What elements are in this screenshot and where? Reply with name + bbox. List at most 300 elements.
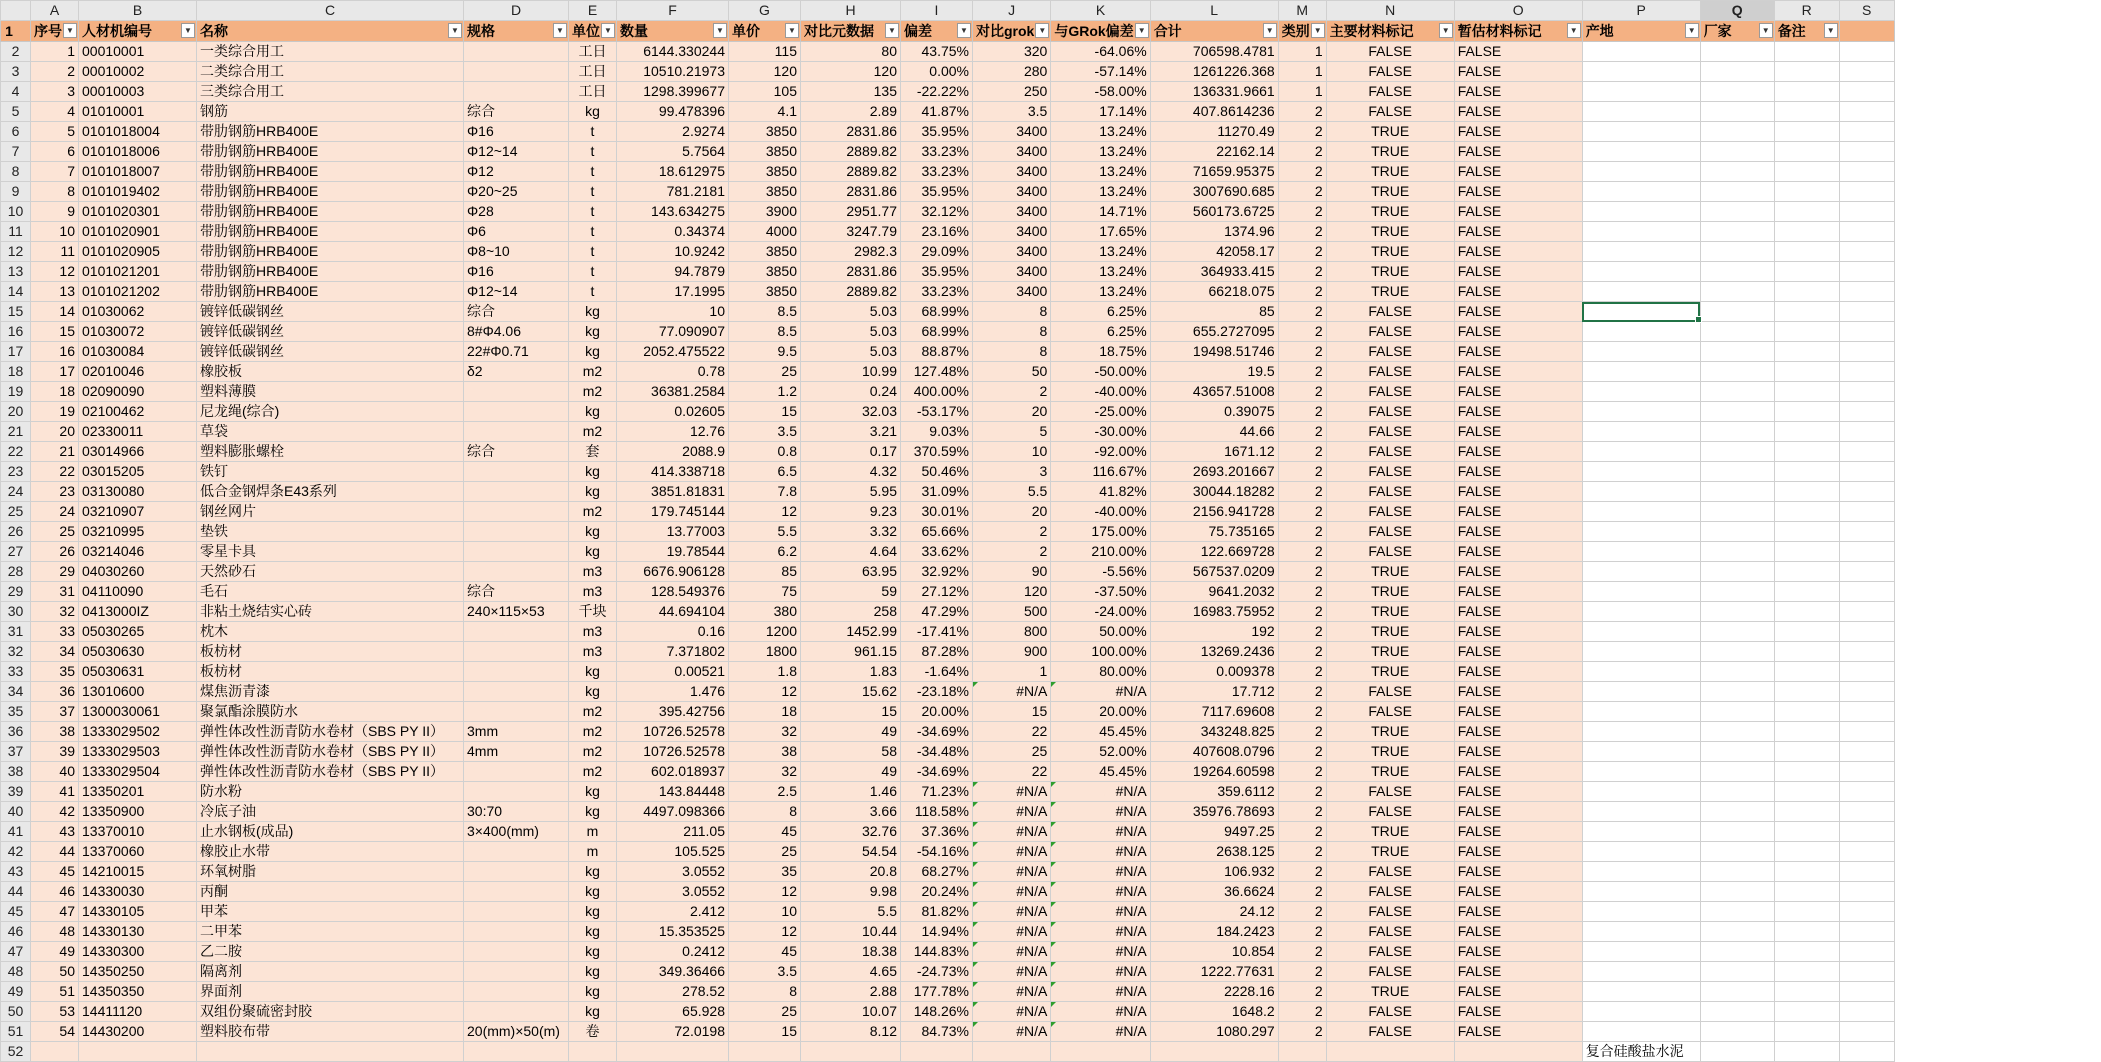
table-cell[interactable]: FALSE bbox=[1326, 782, 1454, 802]
table-cell[interactable]: 1374.96 bbox=[1150, 222, 1278, 242]
table-cell[interactable]: 毛石 bbox=[197, 582, 464, 602]
table-cell[interactable] bbox=[1774, 982, 1839, 1002]
table-cell[interactable]: 127.48% bbox=[901, 362, 973, 382]
table-cell[interactable] bbox=[1839, 562, 1894, 582]
table-cell[interactable]: 1 bbox=[31, 42, 79, 62]
table-cell[interactable]: -57.14% bbox=[1051, 62, 1150, 82]
table-cell[interactable]: 359.6112 bbox=[1150, 782, 1278, 802]
row-header-24[interactable]: 24 bbox=[1, 482, 31, 502]
table-cell[interactable]: m2 bbox=[569, 382, 617, 402]
table-cell[interactable]: FALSE bbox=[1454, 182, 1582, 202]
table-cell[interactable]: t bbox=[569, 242, 617, 262]
table-cell[interactable]: FALSE bbox=[1454, 902, 1582, 922]
table-cell[interactable]: 03210995 bbox=[79, 522, 197, 542]
table-cell[interactable]: 9 bbox=[31, 202, 79, 222]
table-cell[interactable]: -25.00% bbox=[1051, 402, 1150, 422]
table-cell[interactable]: m2 bbox=[569, 742, 617, 762]
table-cell[interactable]: 05030265 bbox=[79, 622, 197, 642]
table-cell[interactable]: 板枋材 bbox=[197, 662, 464, 682]
table-cell[interactable]: kg bbox=[569, 782, 617, 802]
table-cell[interactable]: t bbox=[569, 262, 617, 282]
table-cell[interactable]: TRUE bbox=[1326, 242, 1454, 262]
table-cell[interactable]: 53 bbox=[31, 1002, 79, 1022]
table-cell[interactable]: 2 bbox=[1278, 182, 1326, 202]
table-cell[interactable]: FALSE bbox=[1326, 42, 1454, 62]
table-cell[interactable] bbox=[1774, 82, 1839, 102]
table-cell[interactable]: -24.73% bbox=[901, 962, 973, 982]
table-cell[interactable]: #N/A bbox=[973, 982, 1051, 1002]
table-cell[interactable] bbox=[1582, 862, 1700, 882]
row-header-6[interactable]: 6 bbox=[1, 122, 31, 142]
table-cell[interactable]: 界面剂 bbox=[197, 982, 464, 1002]
table-cell[interactable]: 13.77003 bbox=[617, 522, 729, 542]
table-cell[interactable] bbox=[1700, 302, 1774, 322]
table-cell[interactable]: 105 bbox=[729, 82, 801, 102]
table-cell[interactable]: 综合 bbox=[464, 442, 569, 462]
table-cell[interactable]: 带肋钢筋HRB400E bbox=[197, 182, 464, 202]
table-cell[interactable]: 三类综合用工 bbox=[197, 82, 464, 102]
table-cell[interactable]: -5.56% bbox=[1051, 562, 1150, 582]
table-cell[interactable]: 13370010 bbox=[79, 822, 197, 842]
row-header-46[interactable]: 46 bbox=[1, 922, 31, 942]
column-header-d[interactable]: D bbox=[464, 1, 569, 21]
table-cell[interactable]: 7.8 bbox=[729, 482, 801, 502]
table-cell[interactable]: FALSE bbox=[1326, 302, 1454, 322]
table-cell[interactable]: 16 bbox=[31, 342, 79, 362]
table-cell[interactable]: 105.525 bbox=[617, 842, 729, 862]
table-cell[interactable]: 47 bbox=[31, 902, 79, 922]
filter-dropdown-icon[interactable]: ▼ bbox=[553, 23, 567, 38]
table-cell[interactable]: 7 bbox=[31, 162, 79, 182]
table-cell[interactable]: FALSE bbox=[1326, 682, 1454, 702]
table-cell[interactable]: #N/A bbox=[1051, 842, 1150, 862]
table-cell[interactable]: 25 bbox=[729, 362, 801, 382]
table-cell[interactable] bbox=[1774, 182, 1839, 202]
table-cell[interactable]: 2 bbox=[973, 382, 1051, 402]
table-cell[interactable]: FALSE bbox=[1326, 902, 1454, 922]
table-cell[interactable] bbox=[1700, 162, 1774, 182]
table-cell[interactable]: 13350900 bbox=[79, 802, 197, 822]
table-cell[interactable]: 41.87% bbox=[901, 102, 973, 122]
table-row[interactable] bbox=[1, 742, 1895, 762]
table-cell[interactable] bbox=[1700, 622, 1774, 642]
table-cell[interactable]: 3.5 bbox=[729, 962, 801, 982]
table-cell[interactable] bbox=[1582, 362, 1700, 382]
table-cell[interactable] bbox=[1774, 382, 1839, 402]
table-cell[interactable]: 15.62 bbox=[801, 682, 901, 702]
table-cell[interactable]: 781.2181 bbox=[617, 182, 729, 202]
row-header-26[interactable]: 26 bbox=[1, 522, 31, 542]
table-cell[interactable]: 2 bbox=[1278, 562, 1326, 582]
table-cell[interactable]: 136331.9661 bbox=[1150, 82, 1278, 102]
row-header-25[interactable]: 25 bbox=[1, 502, 31, 522]
table-cell[interactable]: -17.41% bbox=[901, 622, 973, 642]
filter-header-cell[interactable] bbox=[79, 21, 197, 42]
table-cell[interactable]: -58.00% bbox=[1051, 82, 1150, 102]
table-cell[interactable] bbox=[1700, 802, 1774, 822]
table-cell[interactable]: 26 bbox=[31, 542, 79, 562]
table-cell[interactable]: 6.5 bbox=[729, 462, 801, 482]
table-cell[interactable] bbox=[1700, 482, 1774, 502]
table-cell[interactable]: 0101018007 bbox=[79, 162, 197, 182]
table-cell[interactable] bbox=[1582, 942, 1700, 962]
table-cell[interactable]: 8 bbox=[973, 342, 1051, 362]
table-cell[interactable]: t bbox=[569, 142, 617, 162]
table-cell[interactable]: 3.0552 bbox=[617, 882, 729, 902]
table-cell[interactable]: FALSE bbox=[1454, 462, 1582, 482]
table-cell[interactable]: 106.932 bbox=[1150, 862, 1278, 882]
table-cell[interactable]: 50.00% bbox=[1051, 622, 1150, 642]
table-row[interactable] bbox=[1, 102, 1895, 122]
column-header-h[interactable]: H bbox=[801, 1, 901, 21]
table-cell[interactable]: FALSE bbox=[1454, 522, 1582, 542]
table-cell[interactable]: 04030260 bbox=[79, 562, 197, 582]
table-cell[interactable]: -53.17% bbox=[901, 402, 973, 422]
table-cell[interactable] bbox=[1774, 482, 1839, 502]
table-cell[interactable]: 3247.79 bbox=[801, 222, 901, 242]
table-cell[interactable]: TRUE bbox=[1326, 822, 1454, 842]
table-cell[interactable] bbox=[1700, 522, 1774, 542]
table-cell[interactable]: FALSE bbox=[1326, 342, 1454, 362]
table-cell[interactable]: 1298.399677 bbox=[617, 82, 729, 102]
table-cell[interactable]: 2 bbox=[1278, 382, 1326, 402]
table-cell[interactable] bbox=[1051, 1042, 1150, 1062]
table-cell[interactable] bbox=[1700, 42, 1774, 62]
table-cell[interactable]: 13.24% bbox=[1051, 162, 1150, 182]
table-cell[interactable]: 39 bbox=[31, 742, 79, 762]
table-cell[interactable]: 90 bbox=[973, 562, 1051, 582]
table-cell[interactable]: kg bbox=[569, 482, 617, 502]
table-cell[interactable] bbox=[1582, 82, 1700, 102]
table-cell[interactable] bbox=[464, 842, 569, 862]
table-cell[interactable] bbox=[1774, 62, 1839, 82]
table-cell[interactable]: 35.95% bbox=[901, 262, 973, 282]
table-cell[interactable]: kg bbox=[569, 322, 617, 342]
table-cell[interactable]: m2 bbox=[569, 502, 617, 522]
table-cell[interactable]: 隔离剂 bbox=[197, 962, 464, 982]
filter-header-cell[interactable] bbox=[569, 21, 617, 42]
column-header-a[interactable]: A bbox=[31, 1, 79, 21]
row-header-11[interactable]: 11 bbox=[1, 222, 31, 242]
table-cell[interactable]: FALSE bbox=[1326, 522, 1454, 542]
table-cell[interactable]: 2 bbox=[1278, 1022, 1326, 1042]
table-cell[interactable] bbox=[1582, 962, 1700, 982]
table-cell[interactable]: 12.76 bbox=[617, 422, 729, 442]
table-cell[interactable]: FALSE bbox=[1326, 462, 1454, 482]
row-header-2[interactable]: 2 bbox=[1, 42, 31, 62]
table-cell[interactable]: 3851.81831 bbox=[617, 482, 729, 502]
table-cell[interactable] bbox=[1582, 1022, 1700, 1042]
table-cell[interactable]: 20.24% bbox=[901, 882, 973, 902]
table-cell[interactable]: 65.66% bbox=[901, 522, 973, 542]
table-row[interactable] bbox=[1, 542, 1895, 562]
table-cell[interactable]: 乙二胺 bbox=[197, 942, 464, 962]
table-cell[interactable]: 2889.82 bbox=[801, 142, 901, 162]
table-cell[interactable]: 1671.12 bbox=[1150, 442, 1278, 462]
table-cell[interactable]: 01010001 bbox=[79, 102, 197, 122]
table-cell[interactable] bbox=[1700, 762, 1774, 782]
table-cell[interactable]: 2 bbox=[1278, 1002, 1326, 1022]
table-cell[interactable] bbox=[617, 1042, 729, 1062]
table-cell[interactable]: #N/A bbox=[973, 922, 1051, 942]
table-cell[interactable] bbox=[1582, 482, 1700, 502]
table-cell[interactable]: Φ16 bbox=[464, 122, 569, 142]
table-cell[interactable]: kg bbox=[569, 522, 617, 542]
table-row[interactable] bbox=[1, 642, 1895, 662]
table-cell[interactable]: 8 bbox=[31, 182, 79, 202]
table-cell[interactable]: 35.95% bbox=[901, 182, 973, 202]
table-cell[interactable]: 87.28% bbox=[901, 642, 973, 662]
table-cell[interactable]: kg bbox=[569, 682, 617, 702]
table-cell[interactable]: 45 bbox=[31, 862, 79, 882]
table-cell[interactable] bbox=[1839, 482, 1894, 502]
filter-header-cell[interactable] bbox=[1582, 21, 1700, 42]
table-cell[interactable]: 37 bbox=[31, 702, 79, 722]
table-cell[interactable] bbox=[464, 942, 569, 962]
table-cell[interactable] bbox=[1839, 502, 1894, 522]
table-cell[interactable]: 7117.69608 bbox=[1150, 702, 1278, 722]
table-cell[interactable] bbox=[973, 1042, 1051, 1062]
table-cell[interactable]: Φ16 bbox=[464, 262, 569, 282]
table-cell[interactable]: 04110090 bbox=[79, 582, 197, 602]
table-cell[interactable]: -34.69% bbox=[901, 722, 973, 742]
table-cell[interactable]: 50 bbox=[973, 362, 1051, 382]
table-cell[interactable]: 3850 bbox=[729, 242, 801, 262]
table-cell[interactable]: 03015205 bbox=[79, 462, 197, 482]
table-cell[interactable] bbox=[464, 402, 569, 422]
table-cell[interactable]: 20 bbox=[973, 402, 1051, 422]
table-cell[interactable]: 45 bbox=[729, 942, 801, 962]
table-cell[interactable] bbox=[464, 922, 569, 942]
table-cell[interactable] bbox=[1582, 602, 1700, 622]
table-cell[interactable]: kg bbox=[569, 302, 617, 322]
row-header-42[interactable]: 42 bbox=[1, 842, 31, 862]
table-cell[interactable]: 2 bbox=[1278, 922, 1326, 942]
table-cell[interactable] bbox=[1774, 102, 1839, 122]
table-cell[interactable]: kg bbox=[569, 862, 617, 882]
table-cell[interactable]: 2982.3 bbox=[801, 242, 901, 262]
table-cell[interactable]: 综合 bbox=[464, 102, 569, 122]
table-cell[interactable] bbox=[464, 82, 569, 102]
table-cell[interactable] bbox=[1582, 202, 1700, 222]
table-cell[interactable] bbox=[569, 1042, 617, 1062]
table-cell[interactable]: 17.65% bbox=[1051, 222, 1150, 242]
table-cell[interactable] bbox=[1582, 242, 1700, 262]
table-cell[interactable]: 零星卡具 bbox=[197, 542, 464, 562]
table-cell[interactable]: 32 bbox=[729, 762, 801, 782]
table-cell[interactable]: 35 bbox=[31, 662, 79, 682]
table-cell[interactable]: 31 bbox=[31, 582, 79, 602]
table-cell[interactable] bbox=[1839, 662, 1894, 682]
table-cell[interactable] bbox=[1839, 342, 1894, 362]
table-cell[interactable]: 2 bbox=[1278, 742, 1326, 762]
table-cell[interactable]: FALSE bbox=[1326, 942, 1454, 962]
table-cell[interactable] bbox=[1774, 42, 1839, 62]
table-cell[interactable]: 6 bbox=[31, 142, 79, 162]
table-cell[interactable] bbox=[1582, 682, 1700, 702]
table-cell[interactable]: 5.5 bbox=[801, 902, 901, 922]
table-row[interactable] bbox=[1, 242, 1895, 262]
table-cell[interactable] bbox=[1700, 562, 1774, 582]
table-cell[interactable]: 6.25% bbox=[1051, 302, 1150, 322]
column-header-f[interactable]: F bbox=[617, 1, 729, 21]
table-cell[interactable]: -40.00% bbox=[1051, 382, 1150, 402]
table-cell[interactable]: FALSE bbox=[1326, 382, 1454, 402]
table-cell[interactable]: 32.03 bbox=[801, 402, 901, 422]
table-cell[interactable]: 3850 bbox=[729, 142, 801, 162]
filter-header-cell[interactable] bbox=[1326, 21, 1454, 42]
table-cell[interactable]: 32.76 bbox=[801, 822, 901, 842]
table-cell[interactable]: 0.78 bbox=[617, 362, 729, 382]
table-row[interactable] bbox=[1, 182, 1895, 202]
filter-header-cell[interactable] bbox=[973, 21, 1051, 42]
table-cell[interactable]: 3×400(mm) bbox=[464, 822, 569, 842]
table-cell[interactable]: 175.00% bbox=[1051, 522, 1150, 542]
table-cell[interactable]: 68.27% bbox=[901, 862, 973, 882]
table-cell[interactable]: 25 bbox=[729, 1002, 801, 1022]
table-cell[interactable]: 36381.2584 bbox=[617, 382, 729, 402]
table-cell[interactable]: 23 bbox=[31, 482, 79, 502]
table-cell[interactable]: 320 bbox=[973, 42, 1051, 62]
table-cell[interactable]: #N/A bbox=[973, 1002, 1051, 1022]
table-cell[interactable]: FALSE bbox=[1326, 102, 1454, 122]
table-row[interactable] bbox=[1, 482, 1895, 502]
table-cell[interactable]: 24.12 bbox=[1150, 902, 1278, 922]
table-cell[interactable] bbox=[1582, 442, 1700, 462]
table-cell[interactable] bbox=[1774, 262, 1839, 282]
table-row[interactable] bbox=[1, 322, 1895, 342]
table-cell[interactable]: 0.02605 bbox=[617, 402, 729, 422]
table-row[interactable] bbox=[1, 762, 1895, 782]
table-cell[interactable]: 1200 bbox=[729, 622, 801, 642]
table-cell[interactable]: 58 bbox=[801, 742, 901, 762]
table-cell[interactable]: 32 bbox=[31, 602, 79, 622]
table-cell[interactable] bbox=[1774, 742, 1839, 762]
filter-dropdown-icon[interactable]: ▼ bbox=[1263, 23, 1277, 38]
table-cell[interactable]: FALSE bbox=[1326, 62, 1454, 82]
table-cell[interactable]: -24.00% bbox=[1051, 602, 1150, 622]
table-cell[interactable]: 14350250 bbox=[79, 962, 197, 982]
table-cell[interactable]: 二类综合用工 bbox=[197, 62, 464, 82]
table-cell[interactable]: 防水粉 bbox=[197, 782, 464, 802]
table-cell[interactable]: 10 bbox=[729, 902, 801, 922]
table-cell[interactable] bbox=[1700, 1022, 1774, 1042]
table-cell[interactable]: 407.8614236 bbox=[1150, 102, 1278, 122]
table-cell[interactable] bbox=[1774, 522, 1839, 542]
filter-header-cell[interactable] bbox=[729, 21, 801, 42]
table-cell[interactable]: 10 bbox=[973, 442, 1051, 462]
table-cell[interactable]: 0.00% bbox=[901, 62, 973, 82]
table-cell[interactable]: 35 bbox=[729, 862, 801, 882]
table-cell[interactable]: 14330300 bbox=[79, 942, 197, 962]
table-cell[interactable]: 双组份聚硫密封胶 bbox=[197, 1002, 464, 1022]
row-header-48[interactable]: 48 bbox=[1, 962, 31, 982]
table-cell[interactable]: 3.0552 bbox=[617, 862, 729, 882]
table-cell[interactable]: #N/A bbox=[973, 962, 1051, 982]
table-cell[interactable]: 20.00% bbox=[1051, 702, 1150, 722]
table-cell[interactable]: 12 bbox=[729, 922, 801, 942]
table-cell[interactable]: 414.338718 bbox=[617, 462, 729, 482]
table-cell[interactable]: 1300030061 bbox=[79, 702, 197, 722]
table-cell[interactable]: 0.24 bbox=[801, 382, 901, 402]
table-cell[interactable]: 1 bbox=[1278, 42, 1326, 62]
table-cell[interactable]: 0.8 bbox=[729, 442, 801, 462]
table-cell[interactable]: 33.23% bbox=[901, 162, 973, 182]
table-cell[interactable]: 弹性体改性沥青防水卷材（SBS PY II） bbox=[197, 742, 464, 762]
table-cell[interactable]: 88.87% bbox=[901, 342, 973, 362]
table-cell[interactable]: 3400 bbox=[973, 242, 1051, 262]
table-cell[interactable]: 33.62% bbox=[901, 542, 973, 562]
table-cell[interactable]: FALSE bbox=[1454, 602, 1582, 622]
filter-header-cell[interactable] bbox=[1150, 21, 1278, 42]
table-cell[interactable]: 8.12 bbox=[801, 1022, 901, 1042]
table-cell[interactable]: FALSE bbox=[1326, 922, 1454, 942]
table-cell[interactable]: -22.22% bbox=[901, 82, 973, 102]
table-cell[interactable]: FALSE bbox=[1454, 342, 1582, 362]
table-row[interactable] bbox=[1, 282, 1895, 302]
table-row[interactable] bbox=[1, 142, 1895, 162]
table-cell[interactable] bbox=[1839, 1042, 1894, 1062]
filter-dropdown-icon[interactable]: ▼ bbox=[181, 23, 195, 38]
table-cell[interactable] bbox=[464, 682, 569, 702]
table-cell[interactable]: 2 bbox=[1278, 882, 1326, 902]
table-cell[interactable]: 4.65 bbox=[801, 962, 901, 982]
table-cell[interactable]: 14.94% bbox=[901, 922, 973, 942]
table-cell[interactable]: 49 bbox=[801, 762, 901, 782]
table-cell[interactable] bbox=[1839, 902, 1894, 922]
table-row[interactable] bbox=[1, 1022, 1895, 1042]
table-cell[interactable]: 2088.9 bbox=[617, 442, 729, 462]
table-cell[interactable]: 370.59% bbox=[901, 442, 973, 462]
table-cell[interactable]: 59 bbox=[801, 582, 901, 602]
table-cell[interactable]: #N/A bbox=[1051, 902, 1150, 922]
table-cell[interactable] bbox=[1774, 882, 1839, 902]
table-cell[interactable]: 1.8 bbox=[729, 662, 801, 682]
row-header-34[interactable]: 34 bbox=[1, 682, 31, 702]
table-cell[interactable]: #N/A bbox=[1051, 782, 1150, 802]
table-cell[interactable]: 2 bbox=[1278, 142, 1326, 162]
table-cell[interactable] bbox=[1582, 722, 1700, 742]
filter-header-cell[interactable] bbox=[617, 21, 729, 42]
table-cell[interactable]: 500 bbox=[973, 602, 1051, 622]
table-cell[interactable]: 395.42756 bbox=[617, 702, 729, 722]
table-cell[interactable] bbox=[1774, 782, 1839, 802]
table-cell[interactable]: FALSE bbox=[1326, 862, 1454, 882]
table-cell[interactable]: 环氧树脂 bbox=[197, 862, 464, 882]
row-header-10[interactable]: 10 bbox=[1, 202, 31, 222]
column-header-g[interactable]: G bbox=[729, 1, 801, 21]
table-cell[interactable]: 5.03 bbox=[801, 342, 901, 362]
table-cell[interactable]: 13 bbox=[31, 282, 79, 302]
table-cell[interactable]: kg bbox=[569, 102, 617, 122]
table-cell[interactable]: 3850 bbox=[729, 122, 801, 142]
table-cell[interactable]: 68.99% bbox=[901, 302, 973, 322]
table-cell[interactable] bbox=[1700, 942, 1774, 962]
table-cell[interactable] bbox=[464, 1002, 569, 1022]
table-cell[interactable] bbox=[1774, 842, 1839, 862]
table-cell[interactable]: t bbox=[569, 282, 617, 302]
table-cell[interactable]: TRUE bbox=[1326, 262, 1454, 282]
table-cell[interactable] bbox=[1700, 582, 1774, 602]
table-cell[interactable]: 千块 bbox=[569, 602, 617, 622]
table-cell[interactable] bbox=[1700, 322, 1774, 342]
table-cell[interactable] bbox=[464, 662, 569, 682]
filter-header-cell[interactable] bbox=[1774, 21, 1839, 42]
table-cell[interactable]: 1333029504 bbox=[79, 762, 197, 782]
table-cell[interactable]: 41 bbox=[31, 782, 79, 802]
table-cell[interactable]: 2 bbox=[1278, 102, 1326, 122]
table-cell[interactable]: 0101020301 bbox=[79, 202, 197, 222]
